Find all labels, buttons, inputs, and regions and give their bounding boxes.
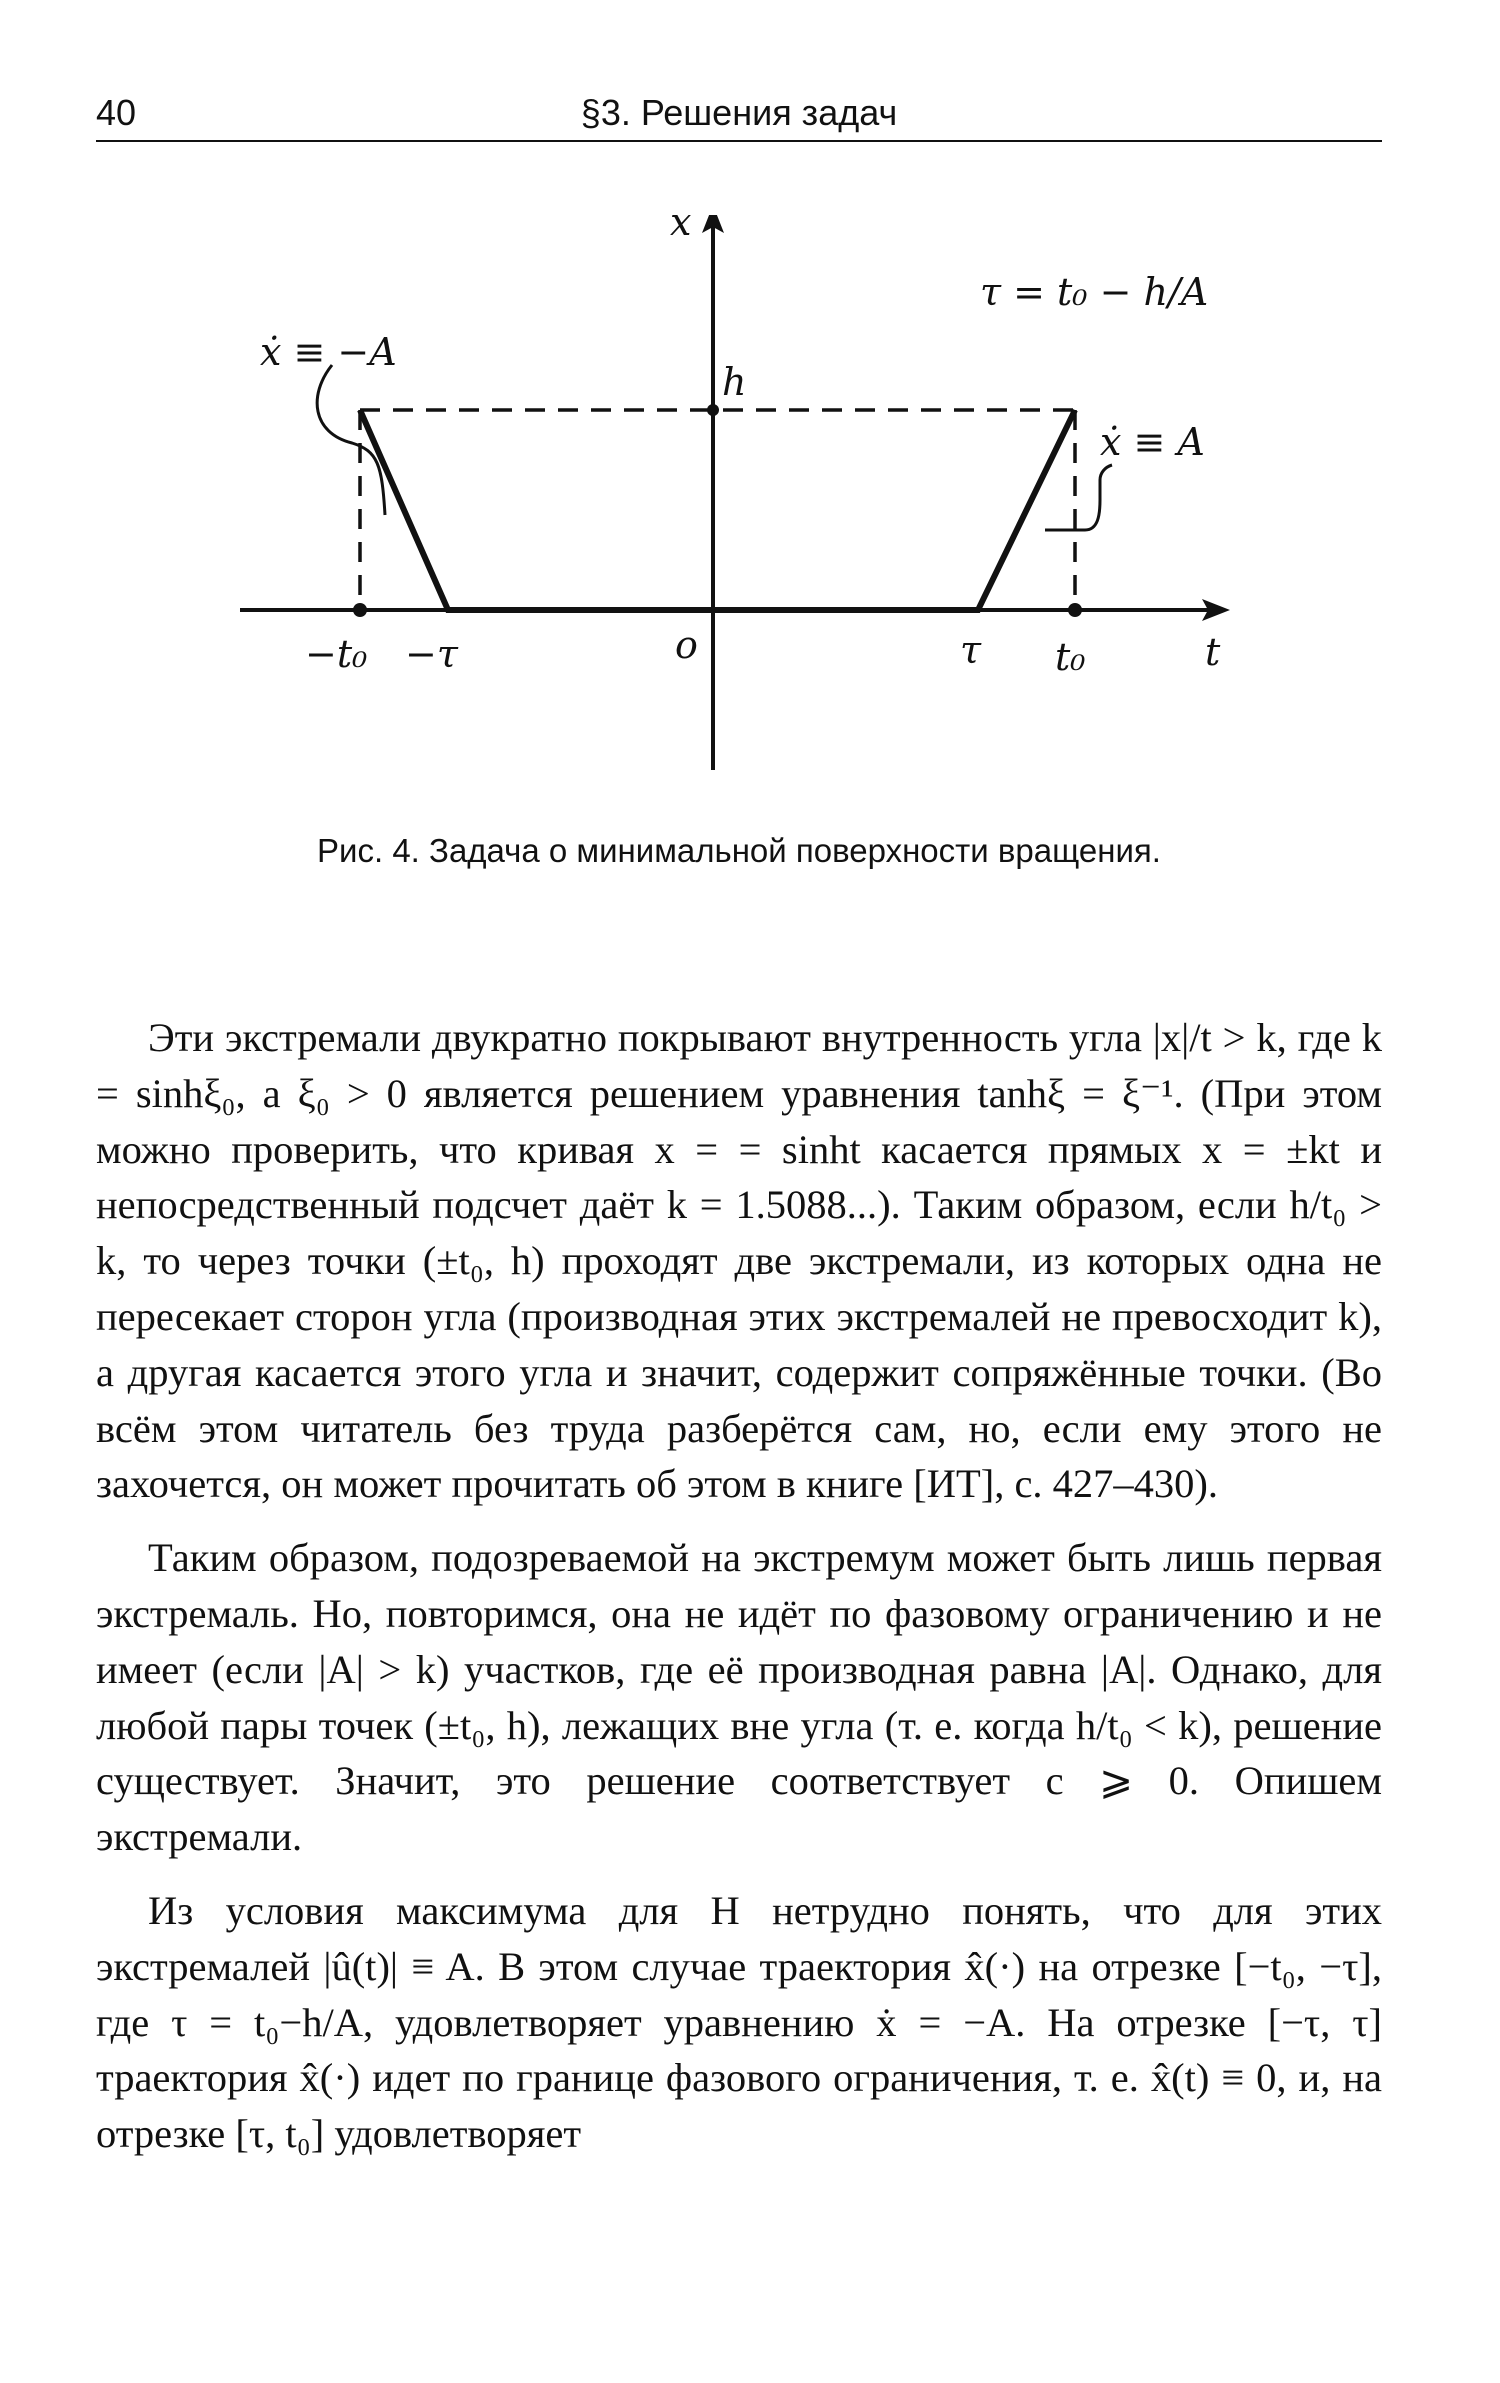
page-header: [96, 88, 1382, 142]
running-title: §3. Решения задач: [580, 92, 898, 133]
figure-4: [230, 215, 1270, 795]
trajectory: [360, 410, 1075, 610]
point-neg-t0: [353, 603, 367, 617]
h-label: h: [722, 360, 747, 404]
neg-t0-label: −t₀: [305, 632, 368, 676]
paragraph-3: Из условия максимума для H нетрудно понять, что для этих экстремалей |û(t)| ≡ A. В этом случае траектория x̂(·) на отрезке [−t₀, −τ], где τ = t₀−h/A, удовлетворяет уравнению ẋ = −A. На отрезке [−τ, τ] траектория x̂(·) идет по границе фазового ограничения, т. е. x̂(t) ≡ 0, и, на отрезке [τ, t₀] удовлетворяет: [96, 1887, 1382, 2157]
right-leader-curve: [1045, 465, 1112, 530]
point-t0: [1068, 603, 1082, 617]
neg-tau-label: −τ: [405, 632, 458, 676]
x-axis-label: x: [670, 215, 692, 244]
origin-label: o: [675, 623, 698, 667]
t-axis-label: t: [1205, 630, 1221, 674]
t0-label: t₀: [1055, 635, 1086, 679]
body-text: [96, 1010, 1382, 2180]
paragraph-1: Эти экстремали двукратно покрывают внутренность угла |x|/t > k, где k = sinhξ₀, а ξ₀ > 0 является решением уравнения tanhξ = ξ⁻¹. (При этом можно проверить, что кривая x = = sinht касается прямых x = ±kt и непосредственный подсчет даёт k = 1.5088...). Таким образом, если h/t₀ > k, то через точки (±t₀, h) проходят две экстремали, из которых одна не пересекает сторон угла (производная этих экстремалей не превосходит k), а другая касается этого угла и значит, содержит сопряжённые точки. (Во всём этом читатель без труда разберётся сам, но, если ему этого не захочется, он может прочитать об этом в книге [ИТ], с. 427–430).: [96, 1015, 1382, 1507]
figure-diagram: [230, 215, 1270, 795]
tau-formula-label: τ = t₀ − h/A: [980, 270, 1209, 314]
point-h: [707, 404, 719, 416]
right-derivative-label: ẋ ≡ A: [1100, 420, 1205, 464]
tau-label: τ: [960, 628, 982, 672]
paragraph-2: Таким образом, подозреваемой на экстремум может быть лишь первая экстремаль. Но, повторимся, она не идёт по фазовому ограничению и не имеет (если |A| > k) участков, где её производная равна |A|. Однако, для любой пары точек (±t₀, h), лежащих вне угла (т. е. когда h/t₀ < k), решение существует. Значит, это решение соответствует c ⩾ 0. Опишем экстремали.: [96, 1535, 1382, 1860]
page-number: 40: [96, 92, 137, 133]
left-derivative-label: ẋ ≡ −A: [260, 330, 397, 374]
figure-caption: Рис. 4. Задача о минимальной поверхности вращения.: [317, 832, 1161, 869]
